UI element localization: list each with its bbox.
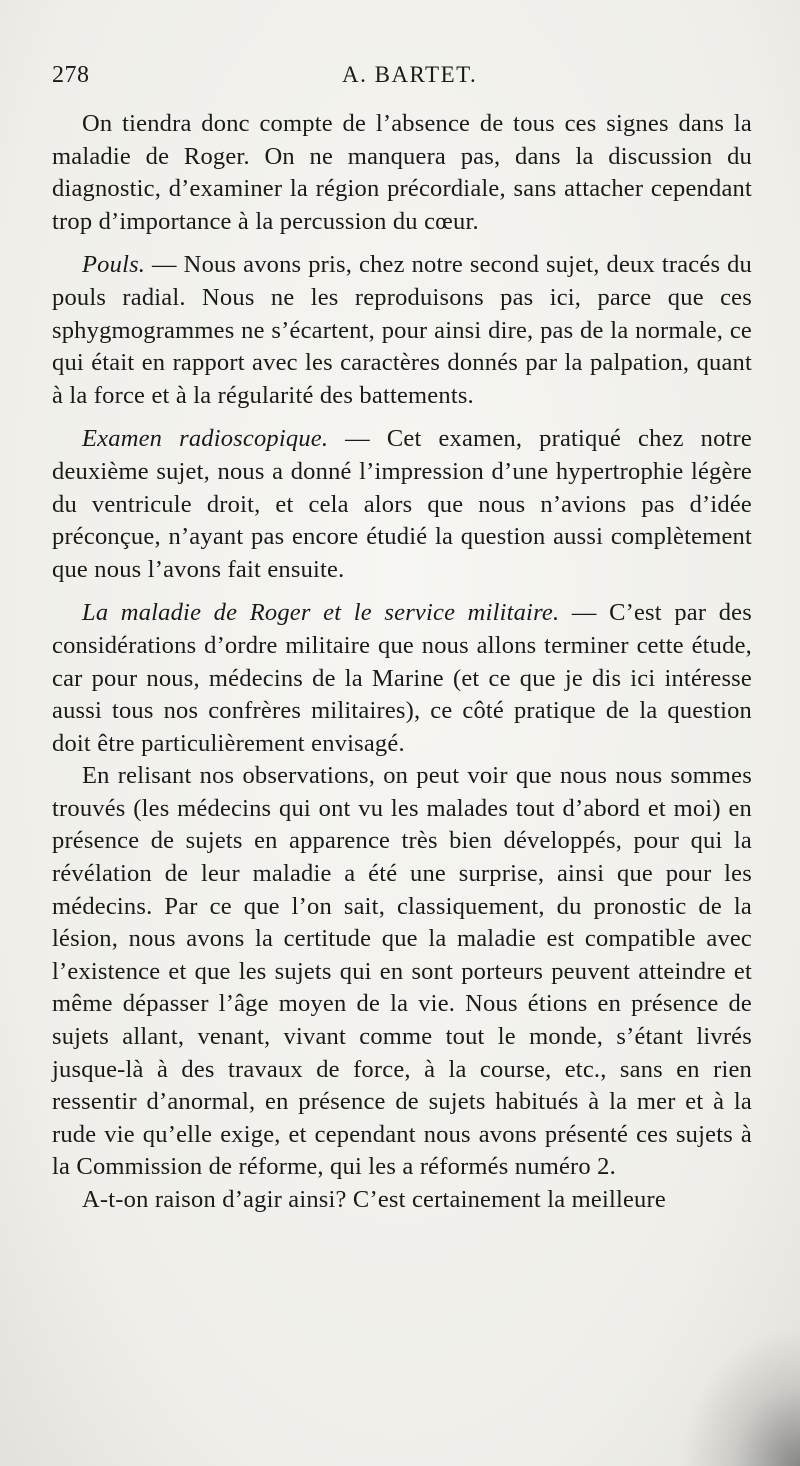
paragraph-text: — Cet examen, pratiqué chez notre deuxième sujet, nous a donné l’impression d’une hypertrophie légère du ventricule droit, et cela alors que nous n’avions pas d’idée préconçue, n’ayant pas encore étudié la question aussi complètement que nous l’avons fait ensuite. <box>52 425 752 583</box>
paragraph-absence-signes <box>52 108 752 238</box>
page-header <box>52 62 752 96</box>
paragraph-examen-radioscopique <box>52 423 752 586</box>
paragraph-text: En relisant nos observations, on peut voir que nous nous sommes trouvés (les médecins qui ont vu les malades tout d’abord et moi) en présence de sujets en apparence très bien développés, pour qui la révélation de leur maladie a été une surprise, ainsi que pour les médecins. Par ce que l’on sait, classiquement, du pronostic de la lésion, nous avons la certitude que la maladie est compatible avec l’existence et que les sujets qui en sont porteurs peuvent atteindre et même dépasser l’âge moyen de la vie. Nous étions en présence de sujets allant, venant, vivant comme tout le monde, s’étant livrés jusque-là à des travaux de force, à la course, etc., sans en rien ressentir d’anormal, en présence de sujets habitués à la mer et à la rude vie qu’elle exige, et cependant nous avons présenté ces sujets à la Commission de réforme, qui les a réformés numéro 2. <box>52 762 752 1181</box>
running-head: A. BARTET. <box>342 62 478 87</box>
paragraph-service-militaire <box>52 597 752 760</box>
paragraph-pouls <box>52 249 752 412</box>
page-number: 278 <box>52 62 90 88</box>
paragraph-raison-agir <box>52 1184 752 1217</box>
page-corner-shadow <box>680 1326 800 1466</box>
body-text <box>52 108 752 1217</box>
section-heading-pouls: Pouls. <box>82 251 146 279</box>
paragraph-text: — C’est par des considérations d’ordre militaire que nous allons terminer cette étude, car pour nous, médecins de la Marine (et ce que je dis ici intéresse aussi tous nos confrères militaires), ce côté pratique de la question doit être particulièrement envisagé. <box>52 599 752 757</box>
paragraph-text: A-t-on raison d’agir ainsi? C’est certainement la meilleure <box>82 1186 666 1213</box>
paragraph-observations <box>52 760 752 1184</box>
section-heading-service-militaire: La maladie de Roger et le service militaire. <box>82 599 560 627</box>
paragraph-text: — Nous avons pris, chez notre second sujet, deux tracés du pouls radial. Nous ne les reproduisons pas ici, parce que ces sphygmogrammes ne s’écartent, pour ainsi dire, pas de la normale, ce qui était en rapport avec les caractères donnés par la palpation, quant à la force et à la régularité des battements. <box>52 251 752 409</box>
section-heading-examen-radioscopique: Examen radioscopique. <box>82 425 329 453</box>
paragraph-text: On tiendra donc compte de l’absence de tous ces signes dans la maladie de Roger. On ne manquera pas, dans la discussion du diagnostic, d’examiner la région précordiale, sans attacher cependant trop d’importance à la percussion du cœur. <box>52 110 752 235</box>
